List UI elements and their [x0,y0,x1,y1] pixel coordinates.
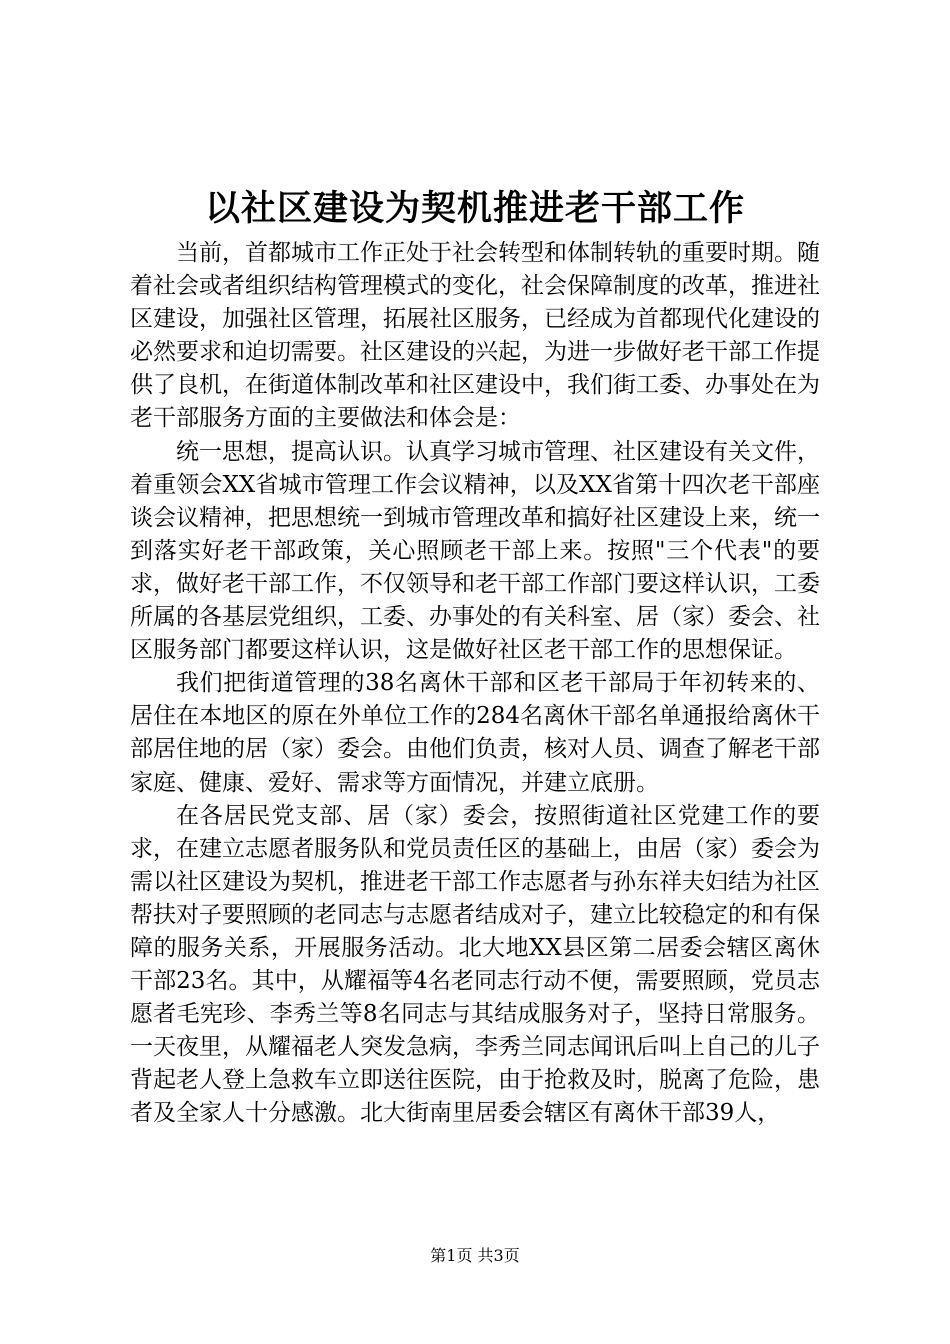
paragraph-4: 在各居民党支部、居（家）委会，按照街道社区党建工作的要求，在建立志愿者服务队和党员责任区的基础上，由居（家）委会为需以社区建设为契机，推进老干部工作志愿者与孙东祥夫妇结为社区帮扶对子要照顾的老同志与志愿者结成对子，建立比较稳定的和有保障的服务关系，开展服务活动。北大地XX县区第二居委会辖区离休干部23名。其中，从耀福等4名老同志行动不便，需要照顾，党员志愿者毛宪珍、李秀兰等8名同志与其结成服务对子，坚持日常服务。一天夜里，从耀福老人突发急病，李秀兰同志闻讯后叫上自己的儿子背起老人登上急救车立即送往医院，由于抢救及时，脱离了危险，患者及全家人十分感激。北大街南里居委会辖区有离休干部39人， [130,802,820,1127]
paragraph-1: 当前，首都城市工作正处于社会转型和体制转轨的重要时期。随着社会或者组织结构管理模式的变化，社会保障制度的改革，推进社区建设，加强社区管理，拓展社区服务，已经成为首都现代化建设的必然要求和迫切需要。社区建设的兴起，为进一步做好老干部工作提供了良机，在街道体制改革和社区建设中，我们街工委、办事处在为老干部服务方面的主要做法和体会是： [130,240,820,432]
document-body [130,237,820,1131]
page-number-footer: 第1页 共3页 [430,1246,520,1265]
paragraph-2: 统一思想，提高认识。认真学习城市管理、社区建设有关文件，着重领会XX省城市管理工作会议精神，以及XX省第十四次老干部座谈会议精神，把思想统一到城市管理改革和搞好社区建设上来，统一到落实好老干部政策，关心照顾老干部上来。按照"三个代表"的要求，做好老干部工作，不仅领导和老干部工作部门要这样认识，工委所属的各基层党组织，工委、办事处的有关科室、居（家）委会、社区服务部门都要这样认识，这是做好社区老干部工作的思想保证。 [130,438,820,664]
document-title: 以社区建设为契机推进老干部工作 [204,188,745,229]
paragraph-3: 我们把街道管理的38名离休干部和区老干部局于年初转来的、居住在本地区的原在外单位工作的284名离休干部名单通报给离休干部居住地的居（家）委会。由他们负责，核对人员、调查了解老干部家庭、健康、爱好、需求等方面情况，并建立底册。 [130,670,820,796]
